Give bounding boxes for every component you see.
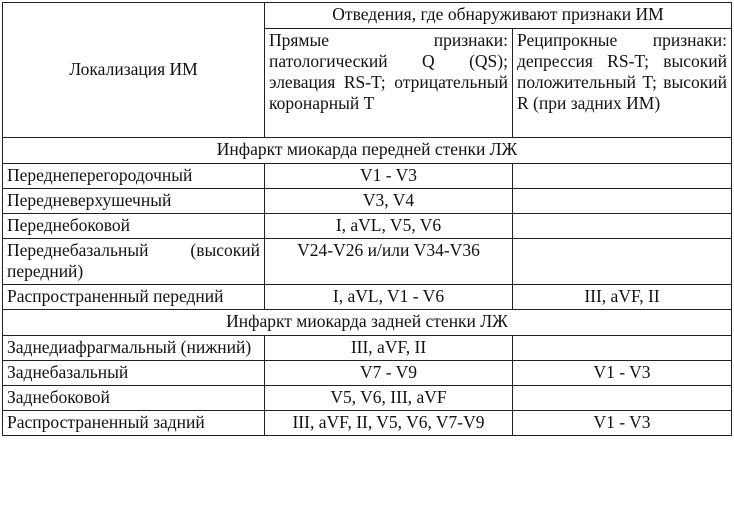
reciprocal-leads-cell (513, 189, 732, 214)
reciprocal-leads-cell (513, 386, 732, 411)
section-title-row (3, 310, 732, 336)
reciprocal-leads-cell (513, 239, 732, 285)
table-row (3, 189, 732, 214)
reciprocal-leads-cell (513, 164, 732, 189)
reciprocal-leads-cell (513, 336, 732, 361)
reciprocal-leads-cell: III, aVF, II (513, 285, 732, 310)
localization-cell: Распространенный задний (3, 411, 265, 436)
direct-leads-cell: III, aVF, II (265, 336, 513, 361)
direct-leads-cell: III, aVF, II, V5, V6, V7-V9 (265, 411, 513, 436)
mi-leads-table (2, 2, 732, 436)
table-row (3, 336, 732, 361)
localization-cell: Заднебоковой (3, 386, 265, 411)
table-row (3, 386, 732, 411)
header-reciprocal-signs: Реципрокные признаки: депрессия RS-T; высокий положительный T; высокий R (при задних ИМ) (513, 29, 732, 138)
section-title-row (3, 138, 732, 164)
section-title-posterior: Инфаркт миокарда задней стенки ЛЖ (3, 310, 732, 336)
direct-leads-cell: V24-V26 и/или V34-V36 (265, 239, 513, 285)
direct-leads-cell: I, aVL, V5, V6 (265, 214, 513, 239)
localization-cell: Распространенный передний (3, 285, 265, 310)
header-localization: Локализация ИМ (3, 3, 265, 138)
reciprocal-leads-cell: V1 - V3 (513, 361, 732, 386)
header-row-1 (3, 3, 732, 29)
table-row (3, 239, 732, 285)
table-row (3, 411, 732, 436)
header-leads-group: Отведения, где обнаруживают признаки ИМ (265, 3, 732, 29)
reciprocal-leads-cell: V1 - V3 (513, 411, 732, 436)
table-row (3, 285, 732, 310)
table-row (3, 214, 732, 239)
localization-cell: Переднеперегородочный (3, 164, 265, 189)
reciprocal-leads-cell (513, 214, 732, 239)
localization-cell: Заднебазальный (3, 361, 265, 386)
direct-leads-cell: V7 - V9 (265, 361, 513, 386)
direct-leads-cell: I, aVL, V1 - V6 (265, 285, 513, 310)
table-row (3, 361, 732, 386)
localization-cell: Переднебоковой (3, 214, 265, 239)
direct-leads-cell: V1 - V3 (265, 164, 513, 189)
header-direct-signs: Прямые признаки: патологический Q (QS); элевация RS-T; отрицательный коронарный T (265, 29, 513, 138)
table-row (3, 164, 732, 189)
localization-cell: Передневерхушечный (3, 189, 265, 214)
localization-cell: Заднедиафрагмальный (нижний) (3, 336, 265, 361)
localization-cell: Переднебазальный (высокий передний) (3, 239, 265, 285)
direct-leads-cell: V3, V4 (265, 189, 513, 214)
direct-leads-cell: V5, V6, III, aVF (265, 386, 513, 411)
section-title-anterior: Инфаркт миокарда передней стенки ЛЖ (3, 138, 732, 164)
